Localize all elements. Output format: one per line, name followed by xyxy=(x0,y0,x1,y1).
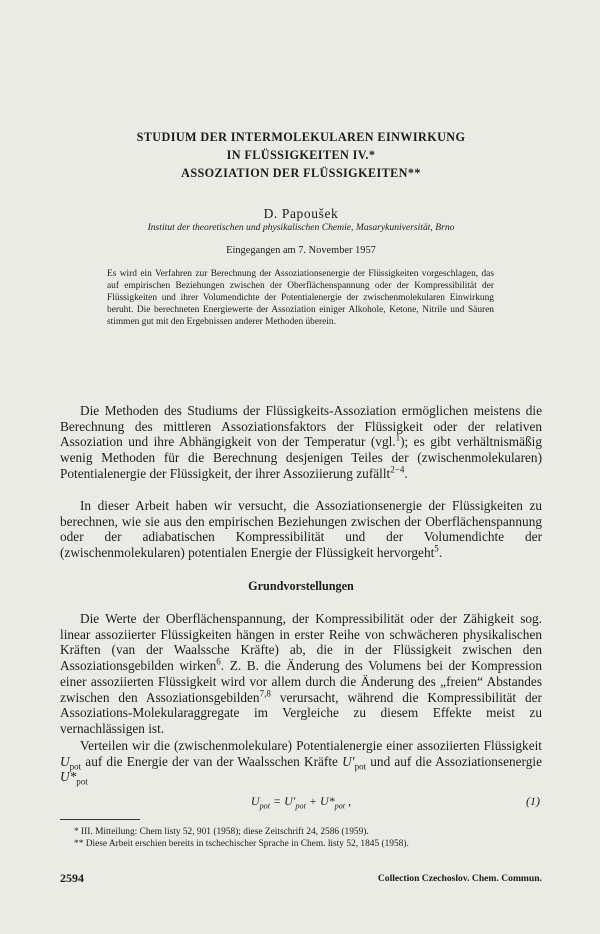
math-symbol: U′ xyxy=(284,794,296,808)
math-subscript: pot xyxy=(259,801,271,811)
math-subscript: pot xyxy=(334,801,346,811)
math-symbol: U′ xyxy=(342,753,355,769)
text-run: . xyxy=(438,545,443,561)
title-line: ASSOZIATION DER FLÜSSIGKEITEN** xyxy=(181,166,421,180)
math-symbol: U xyxy=(250,794,260,808)
author-name: D. Papoušek xyxy=(263,206,339,221)
footnote: * III. Mitteilung: Chem listy 52, 901 (1958); diese Zeitschrift 24, 2586 (1959). xyxy=(74,827,369,837)
math-subscript: pot xyxy=(295,801,306,811)
section-heading: Grundvorstellungen xyxy=(248,579,354,593)
text-run: . Z. B. die Änderung des Volumens bei der Kompression einer assoziierten Flüssigkeit wird vor allem durch die Änderung des „freien“ Abstandes zwischen den Assoziationsgebilden xyxy=(60,658,542,705)
paragraph-section-1 xyxy=(60,611,542,737)
text-run: Die Methoden des Studiums der Flüssigkeits-Assoziation ermöglichen meistens die Berechnung des mittleren Assoziationsfaktors der Flüssigkeit oder der relativen Assoziation und ihre Abhängigkeit von der Temperatur (vgl. xyxy=(60,403,542,450)
paragraph-intro-1 xyxy=(60,403,542,482)
reference-mark: 6 xyxy=(216,656,221,667)
text-run: Verteilen wir die (zwischenmolekulare) Potentialenergie einer assoziierten Flüssigkeit xyxy=(80,738,542,753)
reference-mark: 2−4 xyxy=(390,464,405,475)
received-date: Eingegangen am 7. November 1957 xyxy=(226,245,376,256)
text-run: ); es gibt verhältnismäßig wenig Methoden für die Berechnung desjenigen Teiles der (zwischenmolekularen) Potentialenergie der Flüssigkeit, der ihrer Assoziierung zufällt xyxy=(60,434,542,481)
reference-mark: 7,8 xyxy=(259,688,271,699)
footnote-divider xyxy=(60,819,140,820)
math-punctuation: , xyxy=(345,794,352,808)
math-symbol: U* xyxy=(319,794,335,808)
title-line: STUDIUM DER INTERMOLEKULAREN EINWIRKUNG xyxy=(136,130,466,144)
math-symbol: U* xyxy=(60,769,77,785)
journal-name: Collection Czechoslov. Chem. Commun. xyxy=(377,873,542,884)
paragraph-intro-2 xyxy=(60,498,542,561)
equation-body xyxy=(60,794,542,809)
equation-number: (1) xyxy=(526,794,540,808)
author-institution: Institut der theoretischen und physikalischen Chemie, Masarykuniversität, Brno xyxy=(147,222,455,233)
paragraph-section-2 xyxy=(60,738,542,788)
paper-title xyxy=(60,128,542,182)
math-subscript: pot xyxy=(76,777,88,788)
text-run: und auf die Assoziationsenergie xyxy=(366,753,542,769)
math-operator: = xyxy=(270,794,285,808)
text-run: . xyxy=(404,465,408,481)
page-number: 2594 xyxy=(60,871,84,885)
text-run: In dieser Arbeit haben wir versucht, die Assoziationsenergie der Flüssigkeiten zu berechnen, wie sie aus den empirischen Beziehungen zwischen der Oberflächenspannung oder der adiabatischen Kompressibilität und der Volumendichte der (zwischenmolekularen) potentialen Energie der Flüssigkeit hervorgeht xyxy=(60,498,542,561)
title-line: IN FLÜSSIGKEITEN IV.* xyxy=(226,148,376,162)
text-run: auf die Energie der van der Waalsschen Kräfte xyxy=(81,753,343,769)
text-run: Die Werte der Oberflächenspannung, der Kompressibilität oder der Zähigkeit sog. linear assoziierter Flüssigkeiten hängen in erster Reihe von schwächeren physikalischen Kräften (van der Waalssche Kräfte) ab, die in der Flüssigkeit zwischen den Assoziationsgebilden wirken xyxy=(60,611,542,674)
footnotes xyxy=(60,826,542,850)
reference-mark: 1 xyxy=(395,432,401,443)
footnote: ** Diese Arbeit erschien bereits in tschechischer Sprache in Chem. listy 52, 1845 (1958). xyxy=(74,839,409,849)
abstract: Es wird ein Verfahren zur Berechnung der Assoziationsenergie der Flüssigkeiten vorgeschlagen, das auf empirischen Beziehungen zwischen der Oberflächenspannung oder der Kompressibilität der Flüssigkeiten und ihrer Volumendichte der Potentialenergie der zwischenmolekularen Einwirkung beruht. Die berechneten Energiewerte der Assoziation einiger Alkohole, Ketone, Nitrile und Säuren stimmen gut mit den Ergebnissen anderer Methoden überein. xyxy=(107,269,494,327)
math-subscript: pot xyxy=(354,761,367,772)
math-symbol: U xyxy=(60,753,70,769)
text-run: verursacht, während die Kompressibilität der Assoziations-Molekularaggregate im Vergleiche zu diesem Effekte meist zu vernachlässigen ist. xyxy=(60,689,542,736)
math-operator: + xyxy=(305,794,320,808)
math-subscript: pot xyxy=(69,761,82,772)
reference-mark: 5 xyxy=(434,543,439,554)
